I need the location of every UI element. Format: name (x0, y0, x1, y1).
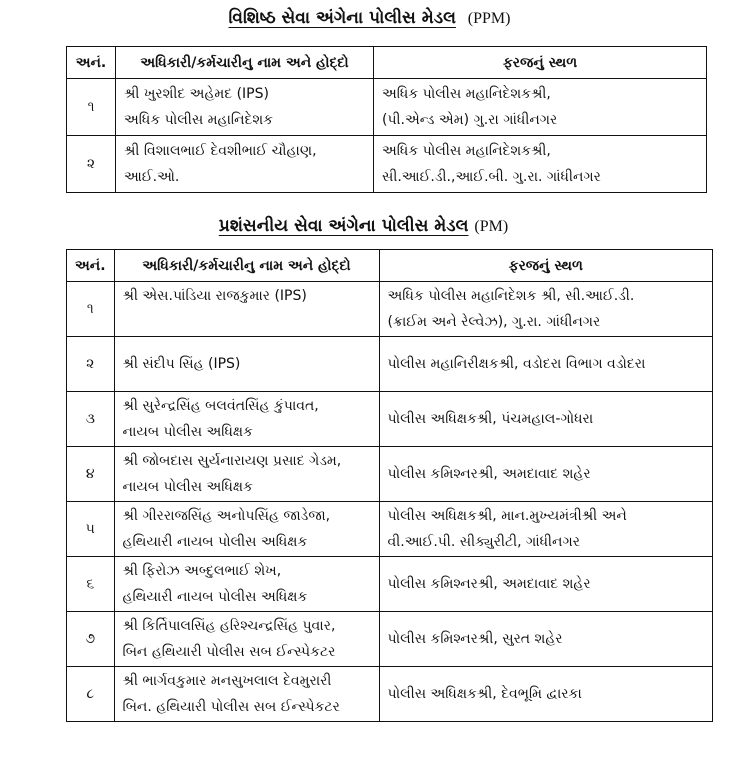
serial-number: ૩ (67, 392, 115, 447)
officer-name-designation-line: બિન હથિયારી પોલીસ સબ ઈન્સ્પેકટર (122, 644, 336, 660)
table-row (67, 282, 713, 337)
officer-name-designation (114, 667, 379, 722)
officer-name-designation-line: શ્રી એસ.પાંડિયા રાજકુમાર (IPS) (122, 288, 307, 304)
officer-name-designation (116, 79, 374, 136)
duty-place-line: પોલીસ કમિશ્નરશ્રી, અમદાવાદ શહેર (387, 466, 591, 482)
duty-place (374, 79, 707, 136)
officer-name-designation-line (123, 309, 371, 335)
officer-name-designation-line: શ્રી સુરેન્દ્રસિંહ બલવંતસિંહ કુંપાવત, (122, 398, 319, 414)
table-row (67, 447, 713, 502)
duty-place (379, 392, 712, 447)
serial-number: ૫ (67, 502, 115, 557)
officer-name-designation-line: અધિક પોલીસ મહાનિદેશક (124, 112, 273, 128)
serial-number: ૨ (67, 136, 116, 193)
pm-title-text: પ્રશંસનીય સેવા અંગેના પોલીસ મેડલ (218, 216, 469, 236)
duty-place-line: અધિક પોલીસ મહાનિદેશકશ્રી, (382, 86, 551, 102)
table-row (67, 557, 713, 612)
table-row (67, 79, 707, 136)
duty-place (379, 282, 712, 337)
officer-name-designation-line: શ્રી સંદીપ સિંહ (IPS) (122, 356, 241, 372)
officer-name-designation (116, 136, 374, 193)
duty-place (379, 667, 712, 722)
ppm-title-abbr: (PPM) (467, 10, 511, 27)
officer-name-designation-line: શ્રી કિર્તિપાલસિંહ હરિશ્ચન્દ્રસિંહ પુવાર, (122, 618, 336, 634)
officer-name-designation-line: હથિયારી નાયબ પોલીસ અધિક્ષક (122, 534, 308, 550)
officer-name-designation (114, 392, 379, 447)
officer-name-designation-line: બિન. હથિયારી પોલીસ સબ ઈન્સ્પેકટર (122, 699, 340, 715)
table-header-row (67, 250, 713, 282)
officer-name-designation (114, 612, 379, 667)
duty-place (374, 136, 707, 193)
duty-place-line: પોલીસ અધિક્ષકશ્રી, દેવભૂમિ દ્વારકા (387, 686, 582, 702)
officer-name-designation-line: શ્રી ખુરશીદ અહેમદ (IPS) (124, 86, 269, 102)
officer-name-designation-line: શ્રી ગીરરાજસિંહ અનોપસિંહ જાડેજા, (122, 508, 331, 524)
duty-place-line: અધિક પોલીસ મહાનિદેશક શ્રી, સી.આઈ.ડી. (387, 288, 635, 304)
duty-place-line: (પી.એન્ડ એમ) ગુ.રા ગાંધીનગર (382, 112, 558, 128)
header-duty-place: ફરજનું સ્થળ (379, 250, 712, 282)
officer-name-designation-line: શ્રી ભાર્ગવકુમાર મનસુખલાલ દેવમુરારી (122, 673, 332, 689)
duty-place (379, 337, 712, 392)
ppm-title-text: વિશિષ્ઠ સેવા અંગેના પોલીસ મેડલ (228, 8, 456, 28)
duty-place (379, 557, 712, 612)
header-name-designation: અધિકારી/કર્મચારીનુ નામ અને હોદ્દો (114, 250, 379, 282)
duty-place-line: પોલીસ કમિશ્નરશ્રી, અમદાવાદ શહેર (387, 576, 591, 592)
officer-name-designation (114, 337, 379, 392)
duty-place-line: (ક્રાઈમ અને રેલ્વેઝ), ગુ.રા. ગાંધીનગર (387, 314, 601, 330)
pm-title-abbr: (PM) (474, 218, 509, 235)
officer-name-designation (114, 282, 379, 337)
officer-name-designation-line: નાયબ પોલીસ અધિક્ષક (122, 424, 253, 440)
duty-place (379, 502, 712, 557)
pm-table (66, 249, 713, 722)
officer-name-designation-line: નાયબ પોલીસ અધિક્ષક (122, 479, 253, 495)
table-row (67, 392, 713, 447)
duty-place-line: પોલીસ કમિશ્નરશ્રી, સુરત શહેર (387, 631, 563, 647)
header-serial: અનં. (67, 47, 116, 79)
header-serial: અનં. (67, 250, 115, 282)
officer-name-designation-line: આઈ.ઓ. (124, 169, 180, 185)
serial-number: ૧ (67, 79, 116, 136)
duty-place-line: પોલીસ અધિક્ષકશ્રી, માન.મુખ્યમંત્રીશ્રી અને (387, 508, 627, 524)
duty-place (379, 447, 712, 502)
duty-place-line: પોલીસ મહાનિરીક્ષકશ્રી, વડોદરા વિભાગ વડોદરા (387, 356, 646, 372)
ppm-table (66, 46, 707, 193)
duty-place-line: વી.આઈ.પી. સીક્યુરીટી, ગાંધીનગર (387, 534, 580, 550)
table-row (67, 136, 707, 193)
officer-name-designation-line: હથિયારી નાયબ પોલીસ અધિક્ષક (122, 589, 308, 605)
table-row (67, 612, 713, 667)
serial-number: ૮ (67, 667, 115, 722)
officer-name-designation-line: શ્રી ફિરોઝ અબ્દુલભાઈ શેખ, (122, 563, 282, 579)
header-duty-place: ફરજનું સ્થળ (374, 47, 707, 79)
serial-number: ૬ (67, 557, 115, 612)
duty-place-line: અધિક પોલીસ મહાનિદેશકશ્રી, (382, 143, 551, 159)
pm-section-title (0, 216, 733, 236)
table-row (67, 337, 713, 392)
serial-number: ૭ (67, 612, 115, 667)
duty-place-line: સી.આઈ.ડી.,આઈ.બી. ગુ.રા. ગાંધીનગર (382, 169, 601, 185)
officer-name-designation-line: શ્રી જોબદાસ સુર્યનારાયણ પ્રસાદ ગેડમ, (122, 453, 342, 469)
table-row (67, 667, 713, 722)
table-row (67, 502, 713, 557)
officer-name-designation-line: શ્રી વિશાલભાઈ દેવશીભાઈ ચૌહાણ, (124, 143, 317, 159)
table-header-row (67, 47, 707, 79)
officer-name-designation (114, 502, 379, 557)
ppm-section-title (0, 8, 739, 28)
serial-number: ૧ (67, 282, 115, 337)
serial-number: ૪ (67, 447, 115, 502)
header-name-designation: અધિકારી/કર્મચારીનુ નામ અને હોદ્દો (116, 47, 374, 79)
serial-number: ૨ (67, 337, 115, 392)
duty-place (379, 612, 712, 667)
officer-name-designation (114, 447, 379, 502)
duty-place-line: પોલીસ અધિક્ષકશ્રી, પંચમહાલ-ગોધરા (387, 411, 594, 427)
officer-name-designation (114, 557, 379, 612)
